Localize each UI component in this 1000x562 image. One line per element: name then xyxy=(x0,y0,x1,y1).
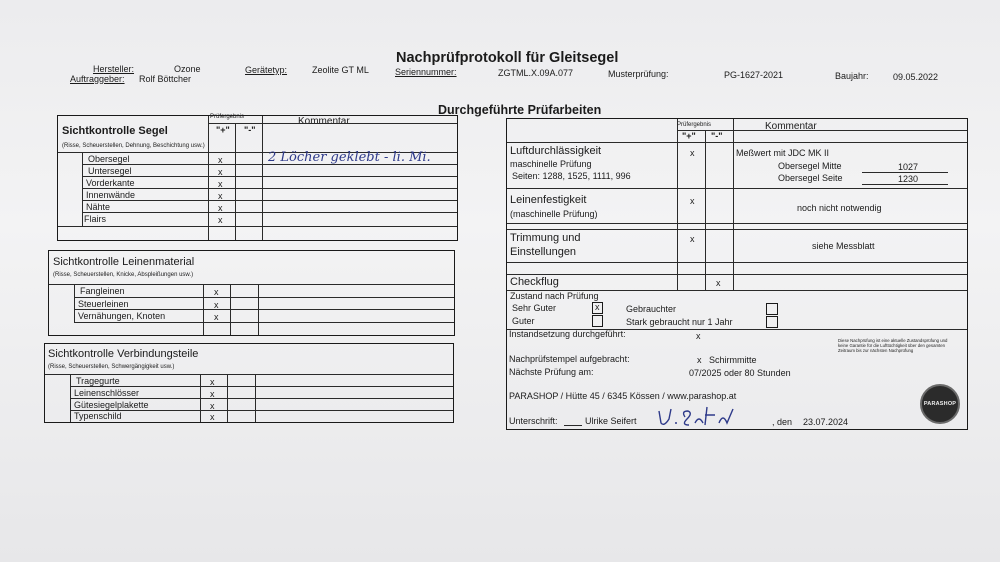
seal-text: PARASHOP xyxy=(923,401,957,407)
zustand-checkbox-guter xyxy=(592,315,603,327)
document-title: Nachprüfprotokoll für Gleitsegel xyxy=(396,50,619,66)
zustand-option-gebrauchter: Gebrauchter xyxy=(626,304,677,314)
right-minus-header: "-" xyxy=(711,131,723,141)
trimm-title-2: Einstellungen xyxy=(510,246,577,258)
segel-row-label: Nähte xyxy=(86,202,111,212)
segel-row-mark: x xyxy=(218,155,223,165)
segel-row-mark: x xyxy=(218,191,223,201)
segel-row-label: Innenwände xyxy=(86,190,136,200)
verbindung-row-mark: x xyxy=(210,401,215,411)
segel-kommentar-header: Kommentar xyxy=(298,116,350,127)
leinen-subtitle: (Risse, Scheuerstellen, Knicke, Abspleißungen usw.) xyxy=(53,272,194,278)
luft-obersegel-seite-label: Obersegel Seite xyxy=(778,173,843,183)
zustand-option-sehr-guter: Sehr Guter xyxy=(512,303,557,313)
stempel-location: Schirmmitte xyxy=(709,355,757,365)
checkflug-mark: x xyxy=(716,278,721,288)
verbindung-subtitle: (Risse, Scheuerstellen, Schwergängigkeit usw.) xyxy=(48,364,175,370)
unterschrift-label: Unterschrift: xyxy=(509,416,558,426)
zustand-title: Zustand nach Prüfung xyxy=(510,291,599,301)
segel-row-label: Obersegel xyxy=(88,154,130,164)
leinen-row-mark: x xyxy=(214,287,219,297)
leinen-row-label: Fangleinen xyxy=(80,286,125,296)
leinenfest-subtitle: (maschinelle Prüfung) xyxy=(510,209,598,219)
trimm-title-1: Trimmung und xyxy=(510,232,581,244)
unterschrift-date-prefix: , den xyxy=(772,417,793,427)
verbindung-row-label: Leinenschlösser xyxy=(74,388,140,398)
luft-mark: x xyxy=(690,148,695,158)
leinen-row-label: Steuerleinen xyxy=(78,299,129,309)
stempel-label: Nachprüfstempel aufgebracht: xyxy=(509,354,630,364)
segel-subtitle: (Risse, Scheuerstellen, Dehnung, Beschichtung usw.) xyxy=(62,143,205,149)
seriennummer-label: Seriennummer: xyxy=(395,67,457,77)
verbindung-row-label: Tragegurte xyxy=(76,376,120,386)
segel-pruefergebnis-header: Prüfergebnis xyxy=(210,114,245,120)
segel-row-label: Untersegel xyxy=(88,166,132,176)
segel-row-mark: x xyxy=(218,203,223,213)
luft-obersegel-mitte-label: Obersegel Mitte xyxy=(778,161,842,171)
verbindung-row-label: Gütesiegelplakette xyxy=(74,400,149,410)
trimm-mark: x xyxy=(690,234,695,244)
segel-title: Sichtkontrolle Segel xyxy=(62,125,168,137)
verbindung-row-label: Typenschild xyxy=(74,411,122,421)
unterschrift-date: 23.07.2024 xyxy=(803,417,849,427)
parashop-seal xyxy=(920,384,960,424)
handwritten-signature xyxy=(655,403,755,431)
musterpruefung-value: PG-1627-2021 xyxy=(724,70,784,80)
verbindung-title: Sichtkontrolle Verbindungsteile xyxy=(48,348,199,360)
leinen-title: Sichtkontrolle Leinenmaterial xyxy=(53,256,195,268)
zustand-checkbox-stark-gebraucht xyxy=(766,316,778,328)
auftraggeber-label: Auftraggeber: xyxy=(70,74,125,84)
geraetetyp-label: Gerätetyp: xyxy=(245,65,288,75)
segel-row-label: Flairs xyxy=(84,214,106,224)
naechste-label: Nächste Prüfung am: xyxy=(509,367,594,377)
zustand-option-guter: Guter xyxy=(512,316,535,326)
disclaimer-note: Diese Nachprüfung ist eine aktuelle Zustandsprüfung und keine Garantie für die Lufttüchtigkeit über den gesamten Zeitraum bis zur nächsten Nachprüfung xyxy=(838,338,948,354)
segel-row-label: Vorderkante xyxy=(86,178,135,188)
luft-seiten: Seiten: 1288, 1525, 1111, 996 xyxy=(512,171,631,181)
verbindung-row-mark: x xyxy=(210,377,215,387)
leinenfest-mark: x xyxy=(690,196,695,206)
leinenfest-title: Leinenfestigkeit xyxy=(510,194,587,206)
verbindung-row-mark: x xyxy=(210,412,215,422)
segel-row-mark: x xyxy=(218,167,223,177)
auftraggeber-value: Rolf Böttcher xyxy=(139,74,192,84)
unterschrift-name: Ulrike Seifert xyxy=(585,416,637,426)
trimm-comment: siehe Messblatt xyxy=(812,241,875,251)
luft-obersegel-mitte-value: 1027 xyxy=(898,162,919,172)
leinen-row-mark: x xyxy=(214,300,219,310)
baujahr-label: Baujahr: xyxy=(835,71,869,81)
leinen-row-mark: x xyxy=(214,312,219,322)
instand-value: x xyxy=(696,331,701,341)
instand-label: Instandsetzung durchgeführt: xyxy=(509,329,626,339)
verbindung-row-mark: x xyxy=(210,389,215,399)
segel-minus-header: "-" xyxy=(244,125,256,135)
segel-plus-header: "+" xyxy=(216,125,230,135)
hersteller-label: Hersteller: xyxy=(93,64,135,74)
geraetetyp-value: Zeolite GT ML xyxy=(312,65,369,75)
segel-row-mark: x xyxy=(218,179,223,189)
segel-row-mark: x xyxy=(218,215,223,225)
naechste-value: 07/2025 oder 80 Stunden xyxy=(689,368,791,378)
right-pruefergebnis-header: Prüfergebnis xyxy=(677,122,712,128)
musterpruefung-label: Musterprüfung: xyxy=(608,69,669,79)
baujahr-value: 09.05.2022 xyxy=(893,72,939,82)
seriennummer-value: ZGTML.X.09A.077 xyxy=(498,68,574,78)
right-kommentar-header: Kommentar xyxy=(765,121,817,132)
handwritten-comment: 2 Löcher geklebt - li. Mi. xyxy=(268,150,431,165)
checkflug-title: Checkflug xyxy=(510,276,559,288)
zustand-checkbox-gebrauchter xyxy=(766,303,778,315)
stempel-mark: x xyxy=(697,355,702,365)
zustand-mark-sehr-guter: x xyxy=(595,302,600,312)
leinen-row-label: Vernähungen, Knoten xyxy=(78,311,166,321)
luft-messwert: Meßwert mit JDC MK II xyxy=(736,148,830,158)
luft-subtitle: maschinelle Prüfung xyxy=(510,159,592,169)
luft-title: Luftdurchlässigkeit xyxy=(510,145,602,157)
hersteller-value: Ozone xyxy=(174,64,201,74)
right-plus-header: "+" xyxy=(682,131,696,141)
luft-obersegel-seite-value: 1230 xyxy=(898,174,919,184)
section-title: Durchgeführte Prüfarbeiten xyxy=(438,103,602,117)
leinenfest-comment: noch nicht notwendig xyxy=(797,203,882,213)
zustand-option-stark-gebraucht: Stark gebraucht nur 1 Jahr xyxy=(626,317,733,327)
shop-address: PARASHOP / Hütte 45 / 6345 Kössen / www.parashop.at xyxy=(509,391,737,401)
